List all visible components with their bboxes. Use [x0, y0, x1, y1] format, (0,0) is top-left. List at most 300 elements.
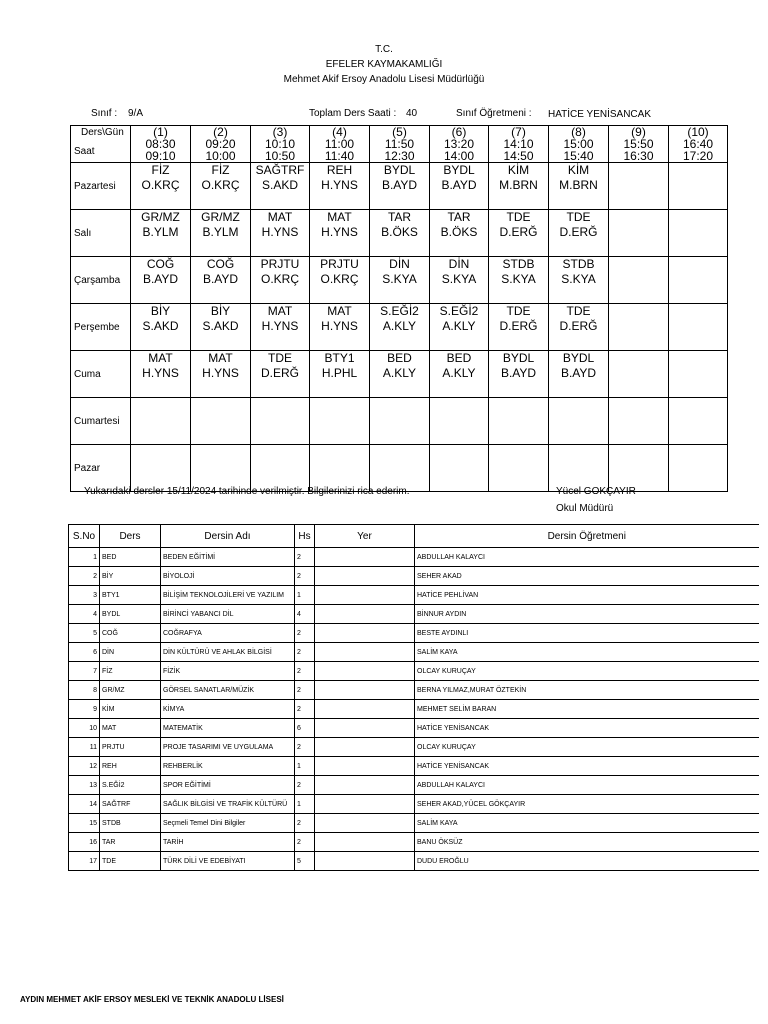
subject-row [69, 567, 759, 586]
day-row [71, 445, 728, 492]
subject-place [315, 681, 415, 700]
lesson-cell [310, 351, 370, 398]
subject-no: 4 [69, 605, 100, 624]
lesson-teacher: O.KRÇ [201, 178, 240, 192]
subject-code: BED [100, 548, 161, 567]
class-value: 9/A [128, 108, 144, 119]
subject-no: 11 [69, 738, 100, 757]
lesson-cell [131, 351, 191, 398]
subject-code: PRJTU [100, 738, 161, 757]
subject-hours: 4 [295, 605, 315, 624]
lesson-cell [489, 210, 549, 257]
lesson-cell [669, 445, 728, 492]
lesson-teacher: A.KLY [382, 319, 417, 333]
lesson-cell [549, 445, 609, 492]
period-cell [549, 126, 609, 163]
subject-teacher: BERNA YILMAZ,MURAT ÖZTEKİN [415, 681, 759, 700]
period-cell [669, 126, 728, 163]
subject-name: REHBERLİK [161, 757, 295, 776]
lesson-cell [430, 445, 489, 492]
school-footer: AYDIN MEHMET AKİF ERSOY MESLEKİ VE TEKNİK ANADOLU LİSESİ [20, 995, 284, 1004]
subject-code: BTY1 [100, 586, 161, 605]
lesson-cell [489, 351, 549, 398]
lesson-cell [430, 398, 489, 445]
day-name: Cumartesi [71, 398, 131, 445]
lesson-teacher: B.AYD [441, 178, 477, 192]
day-name: Pazartesi [71, 163, 131, 210]
lesson-cell [310, 210, 370, 257]
lesson-code: FİZ [151, 163, 170, 177]
lesson-code: PRJTU [260, 257, 300, 271]
subject-no: 1 [69, 548, 100, 567]
lesson-teacher: D.ERĞ [559, 319, 598, 333]
lesson-teacher: A.KLY [382, 366, 417, 380]
subject-code: FİZ [100, 662, 161, 681]
period-start: 11:00 [324, 137, 355, 151]
subject-place [315, 662, 415, 681]
lesson-code: FİZ [211, 163, 230, 177]
period-number: (3) [272, 125, 288, 139]
lesson-code: GR/MZ [141, 210, 180, 224]
subject-code: BYDL [100, 605, 161, 624]
period-end: 09:10 [145, 149, 176, 163]
lesson-cell [370, 257, 430, 304]
lesson-cell [191, 304, 251, 351]
subject-row [69, 719, 759, 738]
lesson-teacher: B.ÖKS [381, 225, 418, 239]
lesson-teacher: H.PHL [321, 366, 358, 380]
lesson-cell [609, 210, 669, 257]
subject-hours: 2 [295, 700, 315, 719]
lesson-code: KİM [567, 163, 590, 177]
period-end: 17:20 [682, 149, 714, 163]
lesson-cell [430, 163, 489, 210]
lesson-cell [310, 445, 370, 492]
lesson-teacher: O.KRÇ [260, 272, 299, 286]
lesson-cell [489, 445, 549, 492]
lesson-code: BYDL [562, 351, 595, 365]
subject-row [69, 738, 759, 757]
period-number: (10) [687, 125, 709, 139]
period-cell [310, 126, 370, 163]
lesson-teacher: D.ERĞ [559, 225, 598, 239]
lesson-code: KİM [507, 163, 530, 177]
lesson-cell [609, 257, 669, 304]
lesson-cell [370, 304, 430, 351]
subject-teacher: ABDULLAH KALAYCI [415, 776, 759, 795]
schedule-note: Yukarıdaki dersler 15/11/2024 tarihinde verilmiştir. Bilgilerinizi rica ederim. [84, 486, 410, 497]
subject-row [69, 662, 759, 681]
lesson-cell [131, 257, 191, 304]
subject-name: DİN KÜLTÜRÜ VE AHLAK BİLGİSİ [161, 643, 295, 662]
subject-place [315, 624, 415, 643]
lesson-code: BİY [210, 304, 231, 318]
lesson-teacher: S.AKD [261, 178, 298, 192]
day-name: Pazar [71, 445, 131, 492]
lesson-code: STDB [562, 257, 595, 271]
subject-row [69, 757, 759, 776]
lesson-teacher: H.YNS [261, 225, 299, 239]
lesson-teacher: A.KLY [442, 366, 476, 380]
subject-no: 14 [69, 795, 100, 814]
period-end: 15:40 [563, 149, 594, 163]
lesson-cell [609, 445, 669, 492]
subject-place [315, 567, 415, 586]
subject-hours: 1 [295, 757, 315, 776]
subject-place [315, 605, 415, 624]
lesson-code: TAR [387, 210, 412, 224]
subject-no: 8 [69, 681, 100, 700]
lesson-cell [310, 304, 370, 351]
lesson-cell [430, 351, 489, 398]
col-header-hours: Hs [295, 525, 315, 548]
day-row [71, 163, 728, 210]
header-tc: T.C. [375, 44, 393, 55]
period-cell [489, 126, 549, 163]
lesson-cell [609, 398, 669, 445]
day-name: Salı [71, 210, 131, 257]
lesson-teacher: H.YNS [261, 319, 299, 333]
subject-teacher: HATİCE PEHLİVAN [415, 586, 759, 605]
lesson-teacher: D.ERĞ [499, 225, 538, 239]
subject-code: KİM [100, 700, 161, 719]
period-end: 12:30 [384, 149, 415, 163]
subject-name: PROJE TASARIMI VE UYGULAMA [161, 738, 295, 757]
lesson-cell [549, 398, 609, 445]
lesson-cell [430, 304, 489, 351]
lesson-teacher: O.KRÇ [320, 272, 359, 286]
subject-row [69, 605, 759, 624]
period-number: (9) [631, 125, 646, 139]
period-cell [430, 126, 489, 163]
lesson-cell [489, 398, 549, 445]
lesson-code: MAT [327, 210, 352, 224]
period-start: 16:40 [682, 137, 714, 151]
class-teacher-value: HATİCE YENİSANCAK [548, 109, 651, 120]
lesson-cell [489, 163, 549, 210]
lesson-teacher: B.AYD [142, 272, 179, 286]
lesson-teacher: S.AKD [142, 319, 179, 333]
period-number: (8) [571, 125, 586, 139]
lesson-cell [310, 257, 370, 304]
lesson-cell [191, 163, 251, 210]
col-header-place: Yer [315, 525, 415, 548]
period-end: 16:30 [623, 149, 654, 163]
subject-name: SAĞLIK BİLGİSİ VE TRAFİK KÜLTÜRÜ [161, 795, 295, 814]
principal-title: Okul Müdürü [556, 503, 614, 514]
lesson-code: BYDL [443, 163, 475, 177]
subject-hours: 2 [295, 814, 315, 833]
lesson-teacher: O.KRÇ [141, 178, 180, 192]
lesson-teacher: B.AYD [560, 366, 597, 380]
lesson-teacher: S.KYA [382, 272, 417, 286]
subject-teacher: HATİCE YENİSANCAK [415, 719, 759, 738]
lesson-cell [251, 257, 310, 304]
lesson-code: MAT [148, 351, 173, 365]
subject-hours: 2 [295, 662, 315, 681]
lesson-cell [430, 257, 489, 304]
period-number: (4) [332, 125, 347, 139]
subject-place [315, 586, 415, 605]
subject-name: TÜRK DİLİ VE EDEBİYATI [161, 852, 295, 871]
lesson-code: TDE [268, 351, 292, 365]
lesson-code: GR/MZ [201, 210, 240, 224]
subject-name: SPOR EĞİTİMİ [161, 776, 295, 795]
class-label: Sınıf : [91, 108, 118, 119]
principal-name: Yücel GOKÇAYIR [556, 486, 636, 497]
lesson-cell [669, 257, 728, 304]
lesson-teacher: D.ERĞ [260, 366, 299, 380]
lesson-cell [370, 210, 430, 257]
corner-bottom-label: Saat [74, 146, 95, 157]
lesson-cell [669, 210, 728, 257]
lesson-teacher: B.AYD [202, 272, 239, 286]
lesson-cell [489, 304, 549, 351]
period-cell [191, 126, 251, 163]
lesson-cell [549, 163, 609, 210]
subject-code: STDB [100, 814, 161, 833]
period-number: (7) [511, 125, 526, 139]
subject-hours: 2 [295, 624, 315, 643]
subject-teacher: SEHER AKAD [415, 567, 759, 586]
lesson-cell [370, 351, 430, 398]
lesson-code: REH [326, 163, 353, 177]
lesson-teacher: H.YNS [321, 225, 358, 239]
lesson-cell [191, 257, 251, 304]
subject-hours: 2 [295, 776, 315, 795]
lesson-teacher: B.AYD [381, 178, 418, 192]
lesson-code: TDE [566, 304, 591, 318]
subject-row [69, 586, 759, 605]
lesson-teacher: H.YNS [202, 366, 239, 380]
subject-code: COĞ [100, 624, 161, 643]
lesson-cell [430, 210, 489, 257]
lesson-teacher: A.KLY [442, 319, 476, 333]
subject-no: 3 [69, 586, 100, 605]
lesson-code: SAĞTRF [255, 163, 305, 177]
col-header-name: Dersin Adı [161, 525, 295, 548]
lesson-code: DİN [389, 257, 410, 271]
subject-name: GÖRSEL SANATLAR/MÜZİK [161, 681, 295, 700]
subject-teacher: BESTE AYDINLI [415, 624, 759, 643]
subject-hours: 2 [295, 681, 315, 700]
subject-code: SAĞTRF [100, 795, 161, 814]
lesson-cell [131, 445, 191, 492]
subject-hours: 2 [295, 548, 315, 567]
subject-code: REH [100, 757, 161, 776]
lesson-code: BTY1 [324, 351, 355, 365]
header-district: EFELER KAYMAKAMLIĞI [325, 59, 443, 70]
period-end: 10:50 [264, 149, 296, 163]
lesson-cell [251, 351, 310, 398]
day-row [71, 351, 728, 398]
period-end: 10:00 [205, 149, 236, 163]
period-end: 14:00 [443, 149, 475, 163]
day-row [71, 210, 728, 257]
total-hours-value: 40 [406, 108, 418, 119]
lesson-teacher: M.BRN [499, 178, 538, 192]
subject-row [69, 776, 759, 795]
period-start: 08:30 [145, 137, 176, 151]
period-number: (2) [213, 125, 228, 139]
col-header-no: S.No [69, 525, 100, 548]
period-cell [251, 126, 310, 163]
subject-code: DİN [100, 643, 161, 662]
subjects-header-row [69, 525, 759, 548]
subject-place [315, 795, 415, 814]
subject-teacher: SEHER AKAD,YÜCEL GÖKÇAYIR [415, 795, 759, 814]
day-row [71, 304, 728, 351]
subjects-table [68, 524, 759, 871]
subject-teacher: OLCAY KURUÇAY [415, 738, 759, 757]
subject-name: BİLİŞİM TEKNOLOJİLERİ VE YAZILIM [161, 586, 295, 605]
subject-hours: 6 [295, 719, 315, 738]
lesson-cell [669, 163, 728, 210]
lesson-teacher: M.BRN [559, 178, 598, 192]
subject-row [69, 643, 759, 662]
lesson-code: BYDL [383, 163, 416, 177]
period-start: 15:50 [623, 137, 654, 151]
subject-no: 15 [69, 814, 100, 833]
subject-name: BİRİNCİ YABANCI DİL [161, 605, 295, 624]
weekly-schedule-table [70, 125, 728, 492]
lesson-code: TDE [566, 210, 591, 224]
period-cell [131, 126, 191, 163]
period-end: 11:40 [324, 149, 355, 163]
subject-code: TDE [100, 852, 161, 871]
subject-no: 2 [69, 567, 100, 586]
subject-place [315, 757, 415, 776]
lesson-cell [669, 398, 728, 445]
lesson-cell [251, 445, 310, 492]
subject-hours: 2 [295, 833, 315, 852]
lesson-cell [669, 304, 728, 351]
lesson-code: BİY [150, 304, 171, 318]
subject-place [315, 719, 415, 738]
lesson-code: MAT [267, 304, 293, 318]
period-cell [370, 126, 430, 163]
lesson-code: BED [446, 351, 472, 365]
lesson-teacher: H.YNS [321, 178, 358, 192]
subject-name: TARİH [161, 833, 295, 852]
subject-row [69, 833, 759, 852]
subject-teacher: BANU ÖKSÜZ [415, 833, 759, 852]
subject-no: 7 [69, 662, 100, 681]
lesson-teacher: S.KYA [561, 272, 596, 286]
lesson-code: MAT [267, 210, 293, 224]
period-start: 15:00 [563, 137, 594, 151]
period-cell [609, 126, 669, 163]
subject-no: 12 [69, 757, 100, 776]
subject-row [69, 681, 759, 700]
lesson-cell [549, 304, 609, 351]
col-header-code: Ders [100, 525, 161, 548]
lesson-cell [131, 210, 191, 257]
lesson-cell [609, 351, 669, 398]
day-name: Cuma [71, 351, 131, 398]
lesson-cell [549, 257, 609, 304]
lesson-cell [191, 210, 251, 257]
lesson-cell [251, 398, 310, 445]
subject-name: Seçmeli Temel Dini Bilgiler [161, 814, 295, 833]
subject-name: BİYOLOJİ [161, 567, 295, 586]
lesson-teacher: S.KYA [441, 272, 477, 286]
lesson-code: TAR [447, 210, 471, 224]
subject-name: KİMYA [161, 700, 295, 719]
subject-teacher: SALİM KAYA [415, 643, 759, 662]
subject-hours: 1 [295, 586, 315, 605]
subject-no: 16 [69, 833, 100, 852]
subject-code: BİY [100, 567, 161, 586]
lesson-code: MAT [327, 304, 352, 318]
lesson-cell [609, 304, 669, 351]
subject-no: 5 [69, 624, 100, 643]
subject-code: MAT [100, 719, 161, 738]
lesson-cell [370, 445, 430, 492]
lesson-code: BED [387, 351, 412, 365]
subject-hours: 5 [295, 852, 315, 871]
subject-name: COĞRAFYA [161, 624, 295, 643]
subject-teacher: SALİM KAYA [415, 814, 759, 833]
subject-place [315, 700, 415, 719]
subject-no: 6 [69, 643, 100, 662]
lesson-code: COĞ [146, 257, 175, 271]
subject-teacher: ABDULLAH KALAYCI [415, 548, 759, 567]
subject-row [69, 700, 759, 719]
header-school: Mehmet Akif Ersoy Anadolu Lisesi Müdürlüğü [283, 74, 485, 85]
period-number: (1) [153, 125, 168, 139]
subject-code: GR/MZ [100, 681, 161, 700]
subject-place [315, 833, 415, 852]
subject-row [69, 624, 759, 643]
period-end: 14:50 [503, 149, 534, 163]
lesson-cell [131, 398, 191, 445]
subject-place [315, 852, 415, 871]
subject-teacher: BİNNUR AYDIN [415, 605, 759, 624]
subject-place [315, 738, 415, 757]
lesson-cell [191, 351, 251, 398]
day-row [71, 398, 728, 445]
lesson-cell [251, 210, 310, 257]
lesson-teacher: H.YNS [142, 366, 179, 380]
lesson-teacher: S.AKD [202, 319, 239, 333]
lesson-cell [549, 210, 609, 257]
lesson-cell [489, 257, 549, 304]
period-start: 13:20 [443, 137, 475, 151]
day-row [71, 257, 728, 304]
subject-place [315, 643, 415, 662]
lesson-cell [310, 398, 370, 445]
subject-code: S.EĞİ2 [100, 776, 161, 795]
subject-place [315, 814, 415, 833]
col-header-teacher: Dersin Öğretmeni [415, 525, 759, 548]
lesson-cell [310, 163, 370, 210]
period-start: 14:10 [503, 137, 534, 151]
lesson-cell [370, 398, 430, 445]
lesson-cell [191, 445, 251, 492]
lesson-code: S.EĞİ2 [380, 304, 419, 318]
lesson-cell [669, 351, 728, 398]
lesson-code: TDE [506, 304, 531, 318]
lesson-teacher: B.ÖKS [440, 225, 478, 239]
subject-hours: 2 [295, 643, 315, 662]
lesson-code: DİN [448, 257, 470, 271]
lesson-code: STDB [502, 257, 535, 271]
subject-teacher: OLCAY KURUÇAY [415, 662, 759, 681]
day-name: Çarşamba [71, 257, 131, 304]
corner-cell [71, 126, 131, 163]
total-hours-label: Toplam Ders Saati : [309, 108, 397, 119]
